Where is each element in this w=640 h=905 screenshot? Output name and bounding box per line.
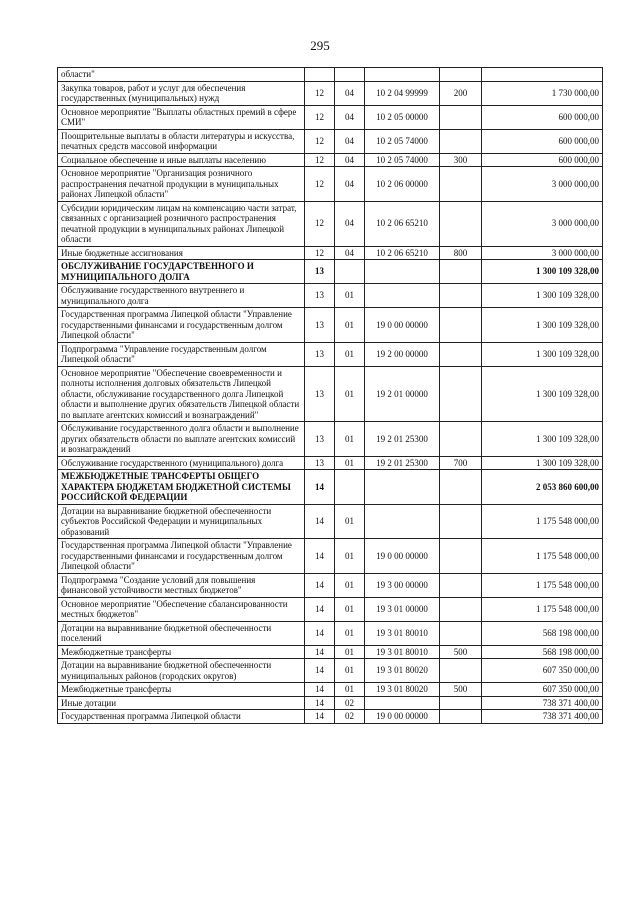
- amount-cell: 1 175 548 000,00: [482, 573, 603, 597]
- amount-cell: 738 371 400,00: [482, 710, 603, 724]
- subsection-code-cell: 04: [335, 81, 365, 105]
- subsection-code-cell: 01: [335, 621, 365, 645]
- section-code-cell: 12: [305, 129, 335, 153]
- table-row: [58, 366, 603, 422]
- table-row: [58, 284, 603, 308]
- target-article-cell: 19 2 01 25300: [365, 422, 440, 457]
- expense-type-cell: [440, 422, 482, 457]
- target-article-cell: 10 2 04 99999: [365, 81, 440, 105]
- amount-cell: 3 000 000,00: [482, 201, 603, 246]
- expense-type-cell: 500: [440, 645, 482, 659]
- expense-type-cell: [440, 470, 482, 505]
- section-code-cell: 12: [305, 201, 335, 246]
- subsection-code-cell: 01: [335, 456, 365, 470]
- target-article-cell: 10 2 05 00000: [365, 105, 440, 129]
- subsection-code-cell: 01: [335, 645, 365, 659]
- amount-cell: 1 300 109 328,00: [482, 284, 603, 308]
- item-name-cell: Иные дотации: [58, 696, 305, 710]
- table-row: [58, 153, 603, 167]
- section-code-cell: 14: [305, 470, 335, 505]
- expense-type-cell: [440, 201, 482, 246]
- section-code-cell: 12: [305, 105, 335, 129]
- item-name-cell: Обслуживание государственного долга области и выполнение других обязательств области по выплате агентских комиссий и вознаграждений: [58, 422, 305, 457]
- expense-type-cell: [440, 260, 482, 284]
- amount-cell: 1 175 548 000,00: [482, 597, 603, 621]
- section-code-cell: 14: [305, 504, 335, 539]
- table-body: [58, 68, 603, 724]
- subsection-code-cell: [335, 68, 365, 82]
- table-row: [58, 342, 603, 366]
- amount-cell: 607 350 000,00: [482, 683, 603, 697]
- target-article-cell: [365, 260, 440, 284]
- section-code-cell: 14: [305, 597, 335, 621]
- subsection-code-cell: [335, 470, 365, 505]
- expense-type-cell: [440, 284, 482, 308]
- section-code-cell: 12: [305, 246, 335, 260]
- item-name-cell: Основное мероприятие "Обеспечение сбалансированности местных бюджетов": [58, 597, 305, 621]
- target-article-cell: [365, 284, 440, 308]
- subsection-code-cell: 04: [335, 167, 365, 202]
- target-article-cell: 10 2 05 74000: [365, 153, 440, 167]
- subsection-code-cell: 01: [335, 284, 365, 308]
- table-row: [58, 659, 603, 683]
- table-row: [58, 710, 603, 724]
- section-code-cell: 14: [305, 710, 335, 724]
- item-name-cell: Социальное обеспечение и иные выплаты населению: [58, 153, 305, 167]
- section-code-cell: 14: [305, 683, 335, 697]
- expense-type-cell: [440, 573, 482, 597]
- section-code-cell: 14: [305, 696, 335, 710]
- item-name-cell: Дотации на выравнивание бюджетной обеспеченности субъектов Российской Федерации и муниципальных образований: [58, 504, 305, 539]
- subsection-code-cell: 02: [335, 710, 365, 724]
- subsection-code-cell: 04: [335, 153, 365, 167]
- expense-type-cell: [440, 696, 482, 710]
- expense-type-cell: [440, 659, 482, 683]
- expense-type-cell: [440, 105, 482, 129]
- expense-type-cell: [440, 308, 482, 343]
- target-article-cell: 10 2 05 74000: [365, 129, 440, 153]
- table-row: [58, 683, 603, 697]
- table-row: [58, 167, 603, 202]
- table-row: [58, 621, 603, 645]
- section-code-cell: 14: [305, 621, 335, 645]
- table-row: [58, 260, 603, 284]
- subsection-code-cell: 01: [335, 539, 365, 574]
- subsection-code-cell: 01: [335, 422, 365, 457]
- budget-table: [57, 67, 603, 724]
- target-article-cell: 19 3 01 80020: [365, 683, 440, 697]
- amount-cell: 1 300 109 328,00: [482, 308, 603, 343]
- target-article-cell: 10 2 06 00000: [365, 167, 440, 202]
- subsection-code-cell: 04: [335, 105, 365, 129]
- expense-type-cell: [440, 621, 482, 645]
- amount-cell: [482, 68, 603, 82]
- amount-cell: 3 000 000,00: [482, 246, 603, 260]
- section-code-cell: 14: [305, 645, 335, 659]
- table-row: [58, 539, 603, 574]
- subsection-code-cell: 01: [335, 597, 365, 621]
- amount-cell: 600 000,00: [482, 153, 603, 167]
- expense-type-cell: [440, 342, 482, 366]
- expense-type-cell: [440, 539, 482, 574]
- expense-type-cell: [440, 366, 482, 422]
- item-name-cell: Поощрительные выплаты в области литературы и искусства, печатных средств массовой информации: [58, 129, 305, 153]
- target-article-cell: [365, 470, 440, 505]
- table-row: [58, 68, 603, 82]
- amount-cell: 3 000 000,00: [482, 167, 603, 202]
- target-article-cell: 19 0 00 00000: [365, 539, 440, 574]
- amount-cell: 1 300 109 328,00: [482, 342, 603, 366]
- table-row: [58, 645, 603, 659]
- subsection-code-cell: 01: [335, 366, 365, 422]
- section-code-cell: 12: [305, 153, 335, 167]
- target-article-cell: 19 2 01 25300: [365, 456, 440, 470]
- subsection-code-cell: 02: [335, 696, 365, 710]
- subsection-code-cell: 01: [335, 683, 365, 697]
- expense-type-cell: [440, 129, 482, 153]
- expense-type-cell: 300: [440, 153, 482, 167]
- target-article-cell: 10 2 06 65210: [365, 246, 440, 260]
- amount-cell: 607 350 000,00: [482, 659, 603, 683]
- item-name-cell: Государственная программа Липецкой области "Управление государственными финансами и государственным долгом Липецкой области": [58, 539, 305, 574]
- item-name-cell: Обслуживание государственного (муниципального) долга: [58, 456, 305, 470]
- target-article-cell: 19 3 01 80020: [365, 659, 440, 683]
- subsection-code-cell: 04: [335, 129, 365, 153]
- subsection-code-cell: 01: [335, 659, 365, 683]
- table-row: [58, 597, 603, 621]
- target-article-cell: 19 0 00 00000: [365, 710, 440, 724]
- item-name-cell: Основное мероприятие "Организация розничного распространения печатной продукции в муниципальных районах Липецкой области": [58, 167, 305, 202]
- table-row: [58, 470, 603, 505]
- table-row: [58, 696, 603, 710]
- target-article-cell: 19 3 01 80010: [365, 621, 440, 645]
- item-name-cell: МЕЖБЮДЖЕТНЫЕ ТРАНСФЕРТЫ ОБЩЕГО ХАРАКТЕРА БЮДЖЕТАМ БЮДЖЕТНОЙ СИСТЕМЫ РОССИЙСКОЙ ФЕДЕРАЦИИ: [58, 470, 305, 505]
- item-name-cell: Межбюджетные трансферты: [58, 645, 305, 659]
- section-code-cell: 13: [305, 422, 335, 457]
- amount-cell: 1 300 109 328,00: [482, 366, 603, 422]
- item-name-cell: Субсидии юридическим лицам на компенсацию части затрат, связанных с организацией розничного распространения печатной продукции в муниципальных районах Липецкой области: [58, 201, 305, 246]
- expense-type-cell: 700: [440, 456, 482, 470]
- subsection-code-cell: 04: [335, 201, 365, 246]
- section-code-cell: 13: [305, 308, 335, 343]
- table-row: [58, 81, 603, 105]
- section-code-cell: 13: [305, 342, 335, 366]
- item-name-cell: Обслуживание государственного внутреннего и муниципального долга: [58, 284, 305, 308]
- expense-type-cell: [440, 597, 482, 621]
- amount-cell: 2 053 860 600,00: [482, 470, 603, 505]
- section-code-cell: 12: [305, 167, 335, 202]
- target-article-cell: 19 3 01 80010: [365, 645, 440, 659]
- item-name-cell: Дотации на выравнивание бюджетной обеспеченности муниципальных районов (городских округов): [58, 659, 305, 683]
- table-row: [58, 573, 603, 597]
- subsection-code-cell: 01: [335, 504, 365, 539]
- expense-type-cell: [440, 710, 482, 724]
- section-code-cell: 13: [305, 456, 335, 470]
- amount-cell: 600 000,00: [482, 105, 603, 129]
- target-article-cell: [365, 696, 440, 710]
- item-name-cell: Государственная программа Липецкой области: [58, 710, 305, 724]
- target-article-cell: 19 3 01 00000: [365, 597, 440, 621]
- table-row: [58, 504, 603, 539]
- amount-cell: 738 371 400,00: [482, 696, 603, 710]
- expense-type-cell: [440, 504, 482, 539]
- amount-cell: 1 175 548 000,00: [482, 539, 603, 574]
- table-row: [58, 129, 603, 153]
- table-row: [58, 246, 603, 260]
- section-code-cell: 14: [305, 573, 335, 597]
- amount-cell: 1 175 548 000,00: [482, 504, 603, 539]
- item-name-cell: Иные бюджетные ассигнования: [58, 246, 305, 260]
- amount-cell: 568 198 000,00: [482, 621, 603, 645]
- amount-cell: 1 300 109 328,00: [482, 422, 603, 457]
- item-name-cell: Основное мероприятие "Выплаты областных премий в сфере СМИ": [58, 105, 305, 129]
- item-name-cell: Подпрограмма "Управление государственным долгом Липецкой области": [58, 342, 305, 366]
- expense-type-cell: [440, 167, 482, 202]
- amount-cell: 1 300 109 328,00: [482, 260, 603, 284]
- amount-cell: 1 730 000,00: [482, 81, 603, 105]
- item-name-cell: Закупка товаров, работ и услуг для обеспечения государственных (муниципальных) нужд: [58, 81, 305, 105]
- section-code-cell: 14: [305, 539, 335, 574]
- item-name-cell: области": [58, 68, 305, 82]
- expense-type-cell: 800: [440, 246, 482, 260]
- page-number: 295: [310, 38, 330, 53]
- section-code-cell: 13: [305, 284, 335, 308]
- table-row: [58, 308, 603, 343]
- subsection-code-cell: 01: [335, 573, 365, 597]
- expense-type-cell: 200: [440, 81, 482, 105]
- target-article-cell: 10 2 06 65210: [365, 201, 440, 246]
- table-row: [58, 422, 603, 457]
- target-article-cell: 19 2 00 00000: [365, 342, 440, 366]
- item-name-cell: ОБСЛУЖИВАНИЕ ГОСУДАРСТВЕННОГО И МУНИЦИПАЛЬНОГО ДОЛГА: [58, 260, 305, 284]
- target-article-cell: [365, 68, 440, 82]
- subsection-code-cell: [335, 260, 365, 284]
- subsection-code-cell: 01: [335, 342, 365, 366]
- target-article-cell: 19 0 00 00000: [365, 308, 440, 343]
- section-code-cell: 14: [305, 659, 335, 683]
- table-row: [58, 105, 603, 129]
- section-code-cell: 13: [305, 366, 335, 422]
- expense-type-cell: [440, 68, 482, 82]
- section-code-cell: 12: [305, 81, 335, 105]
- target-article-cell: 19 2 01 00000: [365, 366, 440, 422]
- item-name-cell: Основное мероприятие "Обеспечение своевременности и полноты исполнения долговых обязательств Липецкой области, обслуживание государственного долга Липецкой области и выполнение других обязательств Липецкой области по выплате агентских комиссий и вознаграждений": [58, 366, 305, 422]
- amount-cell: 568 198 000,00: [482, 645, 603, 659]
- amount-cell: 1 300 109 328,00: [482, 456, 603, 470]
- item-name-cell: Государственная программа Липецкой области "Управление государственными финансами и государственным долгом Липецкой области": [58, 308, 305, 343]
- section-code-cell: [305, 68, 335, 82]
- target-article-cell: 19 3 00 00000: [365, 573, 440, 597]
- subsection-code-cell: 04: [335, 246, 365, 260]
- item-name-cell: Межбюджетные трансферты: [58, 683, 305, 697]
- item-name-cell: Подпрограмма "Создание условий для повышения финансовой устойчивости местных бюджетов": [58, 573, 305, 597]
- amount-cell: 600 000,00: [482, 129, 603, 153]
- item-name-cell: Дотации на выравнивание бюджетной обеспеченности поселений: [58, 621, 305, 645]
- table-row: [58, 201, 603, 246]
- subsection-code-cell: 01: [335, 308, 365, 343]
- target-article-cell: [365, 504, 440, 539]
- expense-type-cell: 500: [440, 683, 482, 697]
- table-row: [58, 456, 603, 470]
- section-code-cell: 13: [305, 260, 335, 284]
